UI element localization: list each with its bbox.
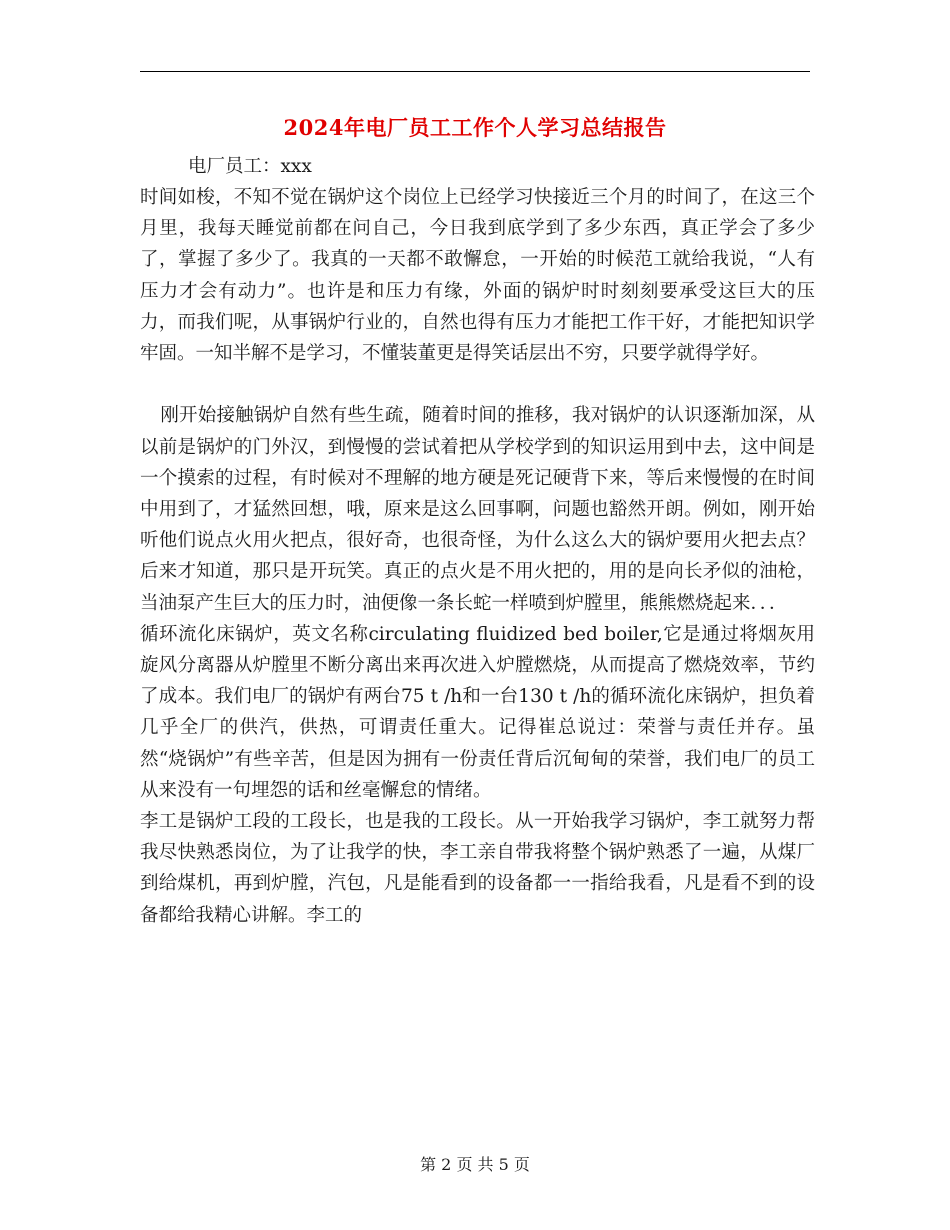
author-line: 电厂员工：xxx <box>188 156 312 177</box>
paragraph-1: 时间如梭，不知不觉在锅炉这个岗位上已经学习快接近三个月的时间了，在这三个月里，我每天睡觉前都在问自己，今日我到底学到了多少东西，真正学会了多少了，掌握了多少了。我真的一天都不敢懈怠，一开始的时候范工就给我说，“人有压力才会有动力”。也许是和压力有缘，外面的锅炉时时刻刻要承受这巨大的压力，而我们呢，从事锅炉行业的，自然也得有压力才能把工作干好，才能把知识学牢固。一知半解不是学习，不懂装董更是得笑话层出不穷，只要学就得学好。 <box>140 187 815 365</box>
paragraph-spacer <box>140 369 815 400</box>
paragraph-3: 循环流化床锅炉，英文名称circulating fluidized bed boiler,它是通过将烟灰用旋风分离器从炉膛里不断分离出来再次进入炉膛燃烧，从而提高了燃烧效率，节约了成本。我们电厂的锅炉有两台75 t /h和一台130 t /h的循环流化床锅炉，担负着几乎全厂的供汽，供热，可谓责任重大。记得崔总说过：荣誉与责任并存。虽然“烧锅炉”有些辛苦，但是因为拥有一份责任背后沉甸甸的荣誉，我们电厂的员工从来没有一句埋怨的话和丝毫懈怠的情绪。 <box>140 623 815 801</box>
page-footer: 第 2 页 共 5 页 <box>420 1155 530 1174</box>
document-body <box>140 182 815 931</box>
document-title: 2024年电厂员工工作个人学习总结报告 <box>283 115 667 140</box>
paragraph-2: 刚开始接触锅炉自然有些生疏，随着时间的推移，我对锅炉的认识逐渐加深，从以前是锅炉的门外汉，到慢慢的尝试着把从学校学到的知识运用到中去，这中间是一个摸索的过程，有时候对不理解的地方硬是死记硬背下来，等后来慢慢的在时间中用到了，才猛然回想，哦，原来是这么回事啊，问题也豁然开朗。例如，刚开始听他们说点火用火把点，很好奇，也很奇怪，为什么这么大的锅炉要用火把去点？后来才知道，那只是开玩笑。真正的点火是不用火把的，用的是向长矛似的油枪，当油泵产生巨大的压力时，油便像一条长蛇一样喷到炉膛里，熊熊燃烧起来．．． <box>140 405 815 614</box>
header-rule <box>140 71 810 72</box>
paragraph-4: 李工是锅炉工段的工段长，也是我的工段长。从一开始我学习锅炉，李工就努力帮我尽快熟悉岗位，为了让我学的快，李工亲自带我将整个锅炉熟悉了一遍，从煤厂到给煤机，再到炉膛，汽包，凡是能看到的设备都一一指给我看，凡是看不到的设备都给我精心讲解。李工的 <box>140 811 815 926</box>
